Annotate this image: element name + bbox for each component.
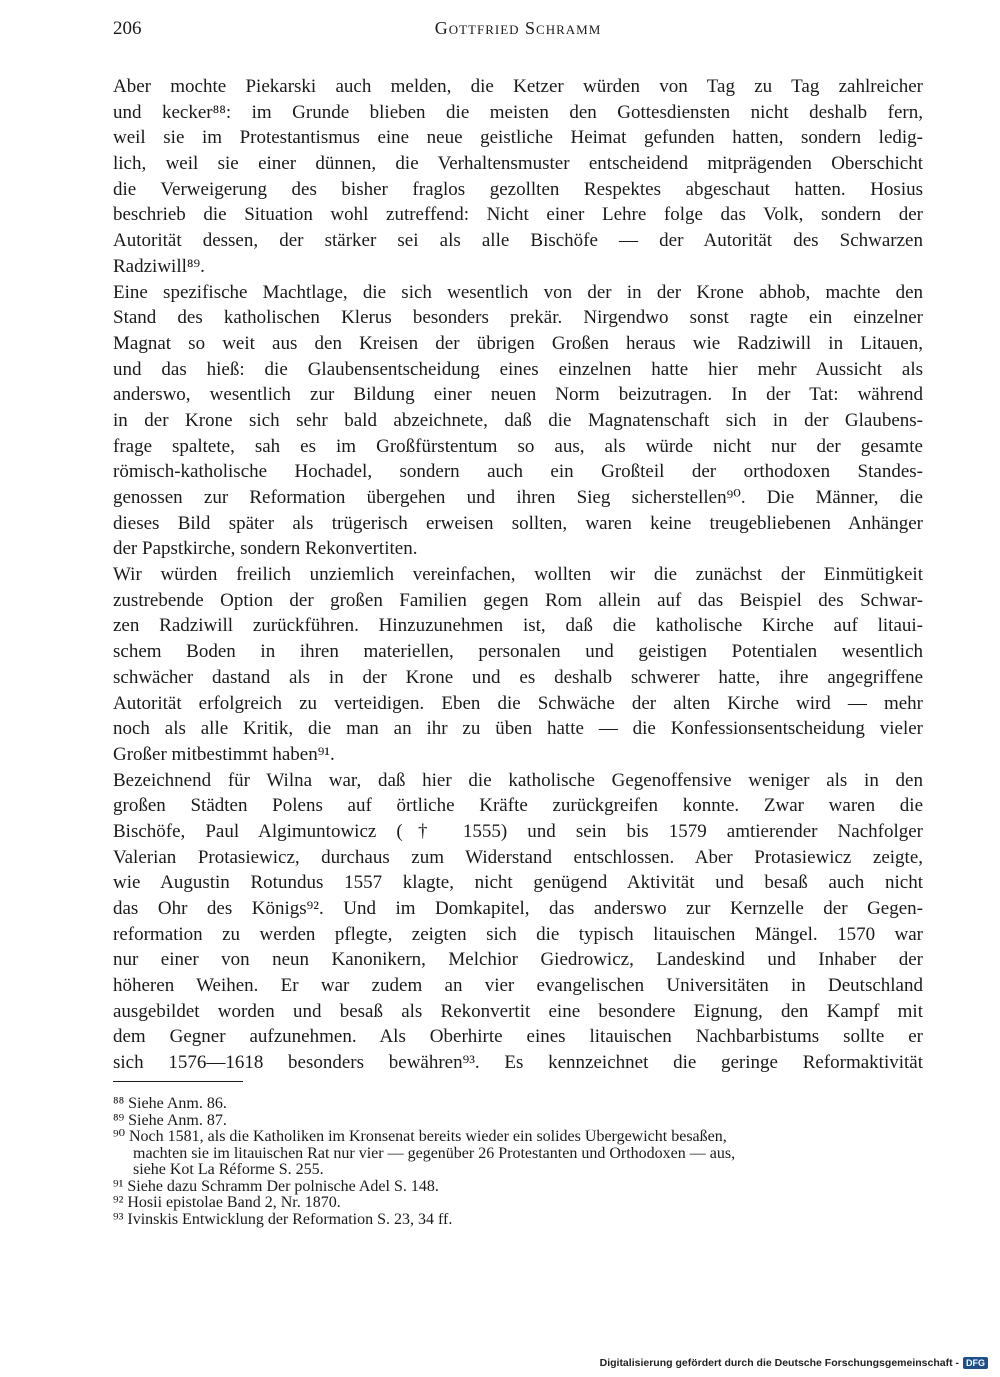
text-line: weil sie im Protestantismus eine neue geistliche Heimat gefunden hatten, sondern ledig-	[113, 127, 923, 149]
footnote-continuation: siehe Kot La Réforme S. 255.	[133, 1162, 324, 1178]
text-line: höheren Weihen. Er war zudem an vier evangelischen Universitäten in Deutschland	[113, 975, 923, 997]
text-line: Radziwill⁸⁹.	[113, 255, 205, 277]
text-line: Aber mochte Piekarski auch melden, die Ketzer würden von Tag zu Tag zahlreicher	[113, 76, 923, 97]
footnote: ⁹³ Ivinskis Entwicklung der Reformation S. 23, 34 ff.	[113, 1211, 453, 1228]
text-line: Stand des katholischen Klerus besonders prekär. Nirgendwo sonst ragte ein einzelner	[113, 307, 923, 329]
text-line: anderswo, wesentlich zur Bildung einer neuen Norm beizutragen. In der Tat: während	[113, 384, 923, 406]
text-line: Autorität erfolgreich zu verteidigen. Eben die Schwäche der alten Kirche wird — mehr	[113, 692, 923, 714]
footnote-continuation: machten sie im litauischen Rat nur vier — gegenüber 26 Protestanten und Orthodoxen — aus,	[133, 1145, 736, 1162]
text-line: die Verweigerung des bisher fraglos gezollten Respektes abgeschaut hatten. Hosius	[113, 178, 923, 200]
text-line: zen Radziwill zurückführen. Hinzuzunehmen ist, daß die katholische Kirche auf litaui-	[113, 615, 923, 637]
credit-text: Digitalisierung gefördert durch die Deutsche Forschungsgemeinschaft -	[599, 1357, 959, 1369]
text-line: schwächer dastand als in der Krone und es deshalb schwerer hatte, ihre angegriffene	[113, 666, 923, 688]
footnote: ⁹² Hosii epistolae Band 2, Nr. 1870.	[113, 1195, 341, 1211]
text-line: ausgebildet worden und besaß als Rekonvertit eine besondere Eignung, den Kampf mit	[113, 1000, 923, 1022]
footnote: ⁸⁸ Siehe Anm. 86.	[113, 1096, 227, 1112]
footnote: ⁹¹ Siehe dazu Schramm Der polnische Adel S. 148.	[113, 1178, 439, 1195]
footnote: ⁹⁰ Noch 1581, als die Katholiken im Kronsenat bereits wieder ein solides Übergewicht besaßen,	[113, 1129, 727, 1145]
text-line: und das hieß: die Glaubensentscheidung eines einzelnen hatte hier mehr Aussicht als	[113, 358, 923, 380]
footnote-divider	[113, 1081, 243, 1082]
body-text	[113, 74, 923, 1076]
page-header	[113, 18, 923, 44]
text-line: genossen zur Reformation übergehen und ihren Sieg sicherstellen⁹⁰. Die Männer, die	[113, 487, 923, 508]
footnotes	[113, 1096, 923, 1228]
footnote: ⁸⁹ Siehe Anm. 87.	[113, 1112, 227, 1129]
text-line: beschrieb die Situation wohl zutreffend: Nicht einer Lehre folge das Volk, sondern der	[113, 204, 923, 226]
text-line: römisch-katholische Hochadel, sondern auch ein Großteil der orthodoxen Standes-	[113, 461, 923, 483]
text-line: Bezeichnend für Wilna war, daß hier die katholische Gegenoffensive weniger als in den	[113, 769, 923, 791]
text-line: sich 1576—1618 besonders bewähren⁹³. Es kennzeichnet die geringe Reformaktivität	[113, 1052, 923, 1074]
text-line: Großer mitbestimmt haben⁹¹.	[113, 743, 335, 765]
text-line: dieses Bild später als trügerisch erweisen sollten, waren keine treugebliebenen Anhänger	[113, 512, 923, 534]
text-line: dem Gegner aufzunehmen. Als Oberhirte eines litauischen Nachbarbistums sollte er	[113, 1026, 923, 1048]
text-line: nur einer von neun Kanonikern, Melchior Giedrowicz, Landeskind und Inhaber der	[113, 949, 923, 971]
text-line: Magnat so weit aus den Kreisen der übrigen Großen heraus wie Radziwill in Litauen,	[113, 332, 923, 354]
text-line: wie Augustin Rotundus 1557 klagte, nicht genügend Aktivität und besaß auch nicht	[113, 872, 923, 894]
running-head: Gottfried Schramm	[434, 18, 602, 38]
text-line: schem Boden in ihren materiellen, personalen und geistigen Potentialen wesentlich	[113, 641, 923, 663]
text-line: Valerian Protasiewicz, durchaus zum Widerstand entschlossen. Aber Protasiewicz zeigte,	[113, 846, 923, 868]
page-number: 206	[113, 18, 142, 39]
text-line: das Ohr des Königs⁹². Und im Domkapitel, das anderswo zur Kernzelle der Gegen-	[113, 898, 923, 919]
text-line: Eine spezifische Machtlage, die sich wesentlich von der in der Krone abhob, machte den	[113, 281, 923, 303]
text-line: zustrebende Option der großen Familien gegen Rom allein auf das Beispiel des Schwar-	[113, 589, 923, 611]
text-line: Bischöfe, Paul Algimuntowicz († 1555) und sein bis 1579 amtierender Nachfolger	[113, 820, 923, 842]
text-line: lich, weil sie einer dünnen, die Verhaltensmuster entscheidend mitprägenden Oberschicht	[113, 153, 923, 175]
text-line: der Papstkirche, sondern Rekonvertiten.	[113, 538, 418, 560]
text-line: großen Städten Polens auf örtliche Kräfte zurückgreifen konnte. Zwar waren die	[113, 795, 923, 817]
dfg-logo: DFG	[963, 1357, 988, 1369]
text-line: reformation zu werden pflegte, zeigten sich die typisch litauischen Mängel. 1570 war	[113, 923, 923, 945]
text-line: und kecker⁸⁸: im Grunde blieben die meisten den Gottesdiensten nicht deshalb fern,	[113, 101, 923, 123]
text-line: Wir würden freilich unziemlich vereinfachen, wollten wir die zunächst der Einmütigkeit	[113, 564, 923, 586]
text-line: frage spaltete, sah es im Großfürstentum so aus, als würde nicht nur der gesamte	[113, 435, 923, 457]
text-line: Autorität dessen, der stärker sei als alle Bischöfe — der Autorität des Schwarzen	[113, 230, 923, 252]
digitization-credit	[600, 1357, 988, 1369]
text-line: in der Krone sich sehr bald abzeichnete, daß die Magnatenschaft sich in der Glaubens-	[113, 409, 923, 431]
text-line: noch als alle Kritik, die man an ihr zu üben hatte — die Konfessionsentscheidung vieler	[113, 718, 923, 740]
